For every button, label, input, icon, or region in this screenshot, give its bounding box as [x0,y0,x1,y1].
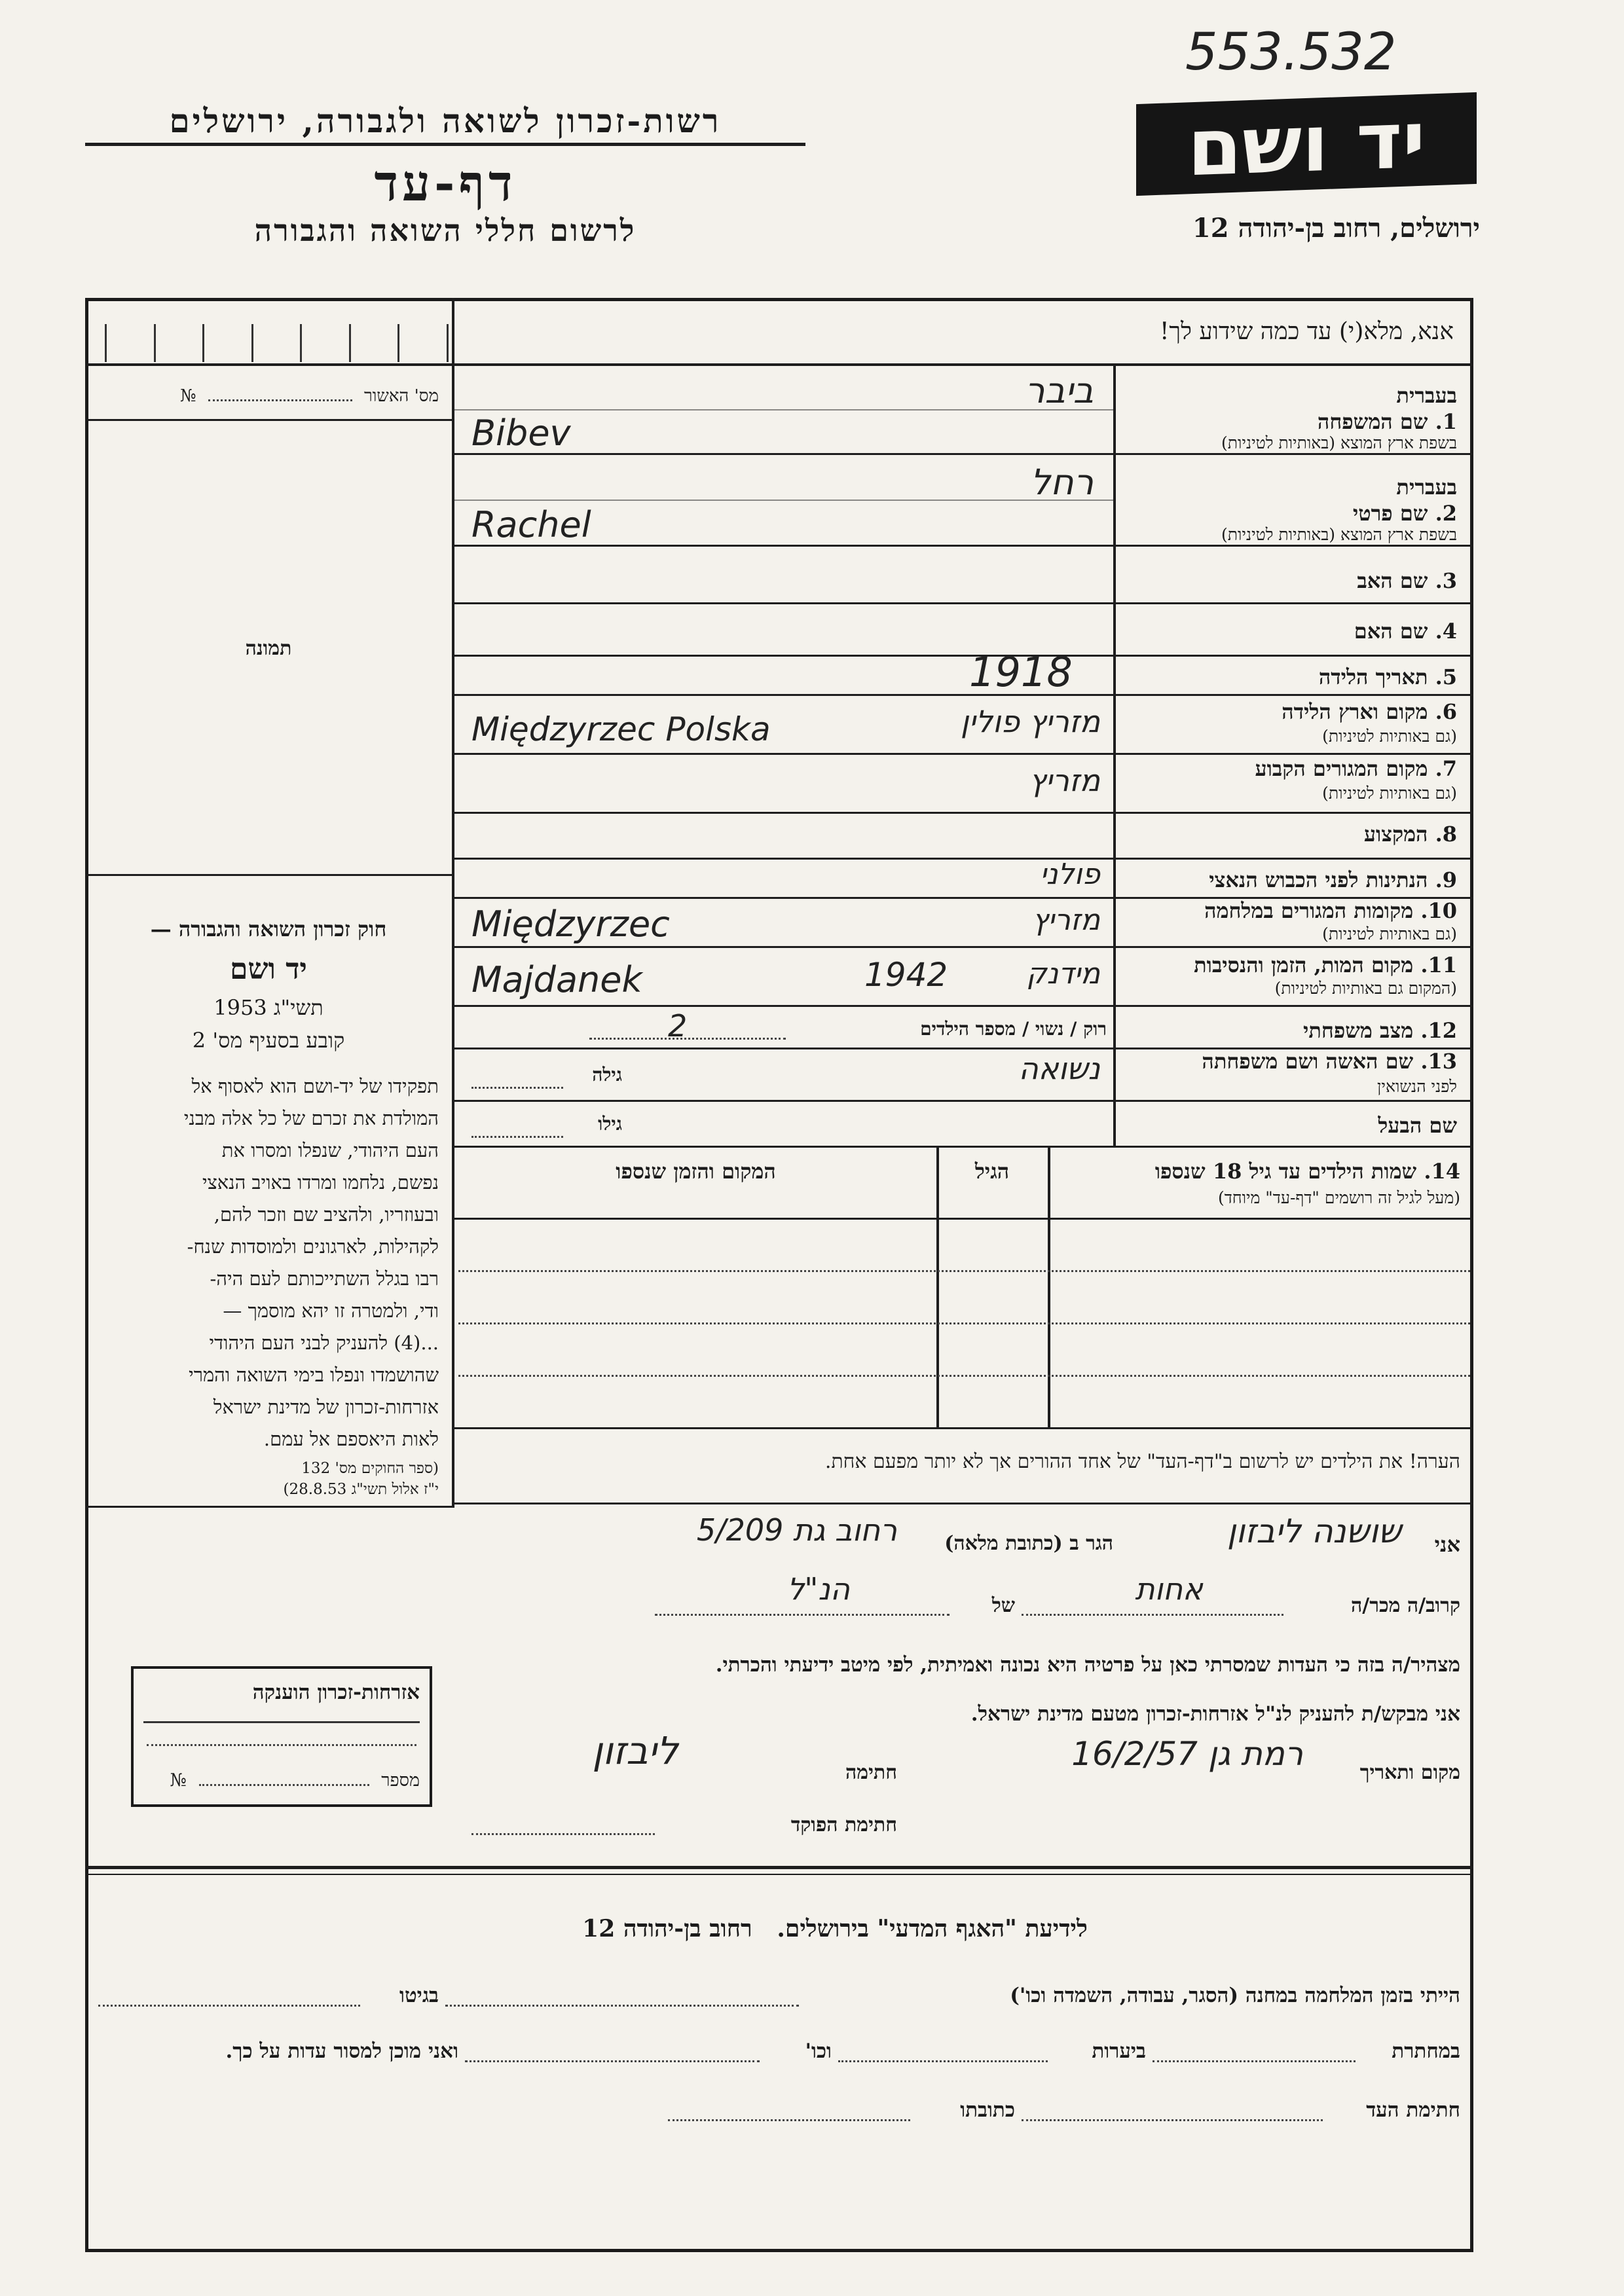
law-line: תפקידו של יד-ושם הוא לאסוף אל [191,1075,439,1097]
field-label: מקום המגורים הקבוע [1255,756,1428,781]
law-line: ודי, ולמטרה זו יהא מוסמך — [223,1300,439,1322]
field-12-label [1123,1018,1457,1043]
ghetto-label: בגיטו [399,1984,439,2007]
law-line: רבו בגלל השתייכותם לעם היה- [210,1267,439,1290]
husband-age-label: גילו [598,1113,622,1135]
header-address: ירושלים, רחוב בן-יהודה 12 [1192,213,1480,244]
signature-value[interactable]: ליבזון [592,1728,678,1773]
field-label: שם המשפחה [1317,409,1428,434]
wife-age-field[interactable] [471,1087,563,1089]
field-label: שמות הילדים עד גיל 18 שנספו [1154,1159,1417,1184]
witness-address-field[interactable] [668,2119,910,2121]
law-line: שהושמדו ונפלו בימי השואה והמרי [189,1364,439,1386]
row-rule [85,1506,454,1508]
law-text [98,1070,439,1455]
law-line: נפשם, נלחמו ומרדו באויב הנאצי [202,1171,439,1194]
field-13-sub: לפני הנשואין [1377,1077,1457,1096]
willing-to-testify: ואני מוכן למסור עדות על כך. [225,2039,458,2063]
children-col-divider [1048,1148,1050,1427]
underground-label: במחתרת [1392,2039,1460,2063]
citizenship-box [131,1666,432,1807]
yad-vashem-logo [1136,92,1477,196]
camp-field[interactable] [445,2005,799,2007]
death-place-latin[interactable]: Majdanek [471,959,642,1000]
law-line: המולדת את זכרם של כל אלה מבני [183,1107,439,1129]
law-line: העם היהודי, שנפלו ומסרו את [221,1139,439,1161]
approval-number-prefix: № [179,386,196,406]
field-label: הנתינות לפני הכבוש הנאצי [1209,867,1428,892]
declarant-label: אני [1434,1532,1460,1557]
row-rule [454,946,1473,948]
war-residence-latin[interactable]: Międzyrzec [471,903,670,945]
field-4-label [1123,619,1457,644]
citizenship-number-label: מספר [381,1770,420,1791]
field-number: 12. [1420,1018,1457,1043]
field-8-label [1123,822,1457,847]
section-rule [85,1874,1473,1875]
field-label: מקום המות, הזמן והנסיבות [1194,953,1414,977]
children-row[interactable] [458,1375,1470,1377]
law-title: חוק זכרון השואה והגבורה — [150,917,387,941]
underground-field[interactable] [1153,2060,1356,2062]
field-label: שם האשה ושם משפחתה [1202,1049,1414,1074]
birth-place-hebrew[interactable]: מזריץ פולין [960,704,1100,739]
children-count-line [589,1038,786,1040]
footer-address: רחוב בן-יהודה 12 [582,1915,752,1942]
field-3-label [1123,568,1457,593]
approval-number-label: מס' האשור [363,386,439,406]
approval-number-field[interactable] [208,399,352,401]
photo-area[interactable] [85,421,452,874]
field-label: מקום וארץ הלידה [1282,699,1428,724]
section-rule [85,1866,1473,1869]
nationality-value[interactable]: פולני [1040,858,1100,891]
field-number: 10. [1420,898,1457,923]
archive-number: 553.532 [1185,23,1397,82]
address-label: הגר ב (כתובת מלאה) [944,1532,1113,1555]
field-6-sub: (גם באותיות לטיניות) [1322,727,1457,746]
husband-name-label: שם הבעל [1378,1113,1457,1138]
first-name-latin[interactable]: Rachel [471,504,591,545]
field-number: 9. [1435,867,1457,892]
citizenship-number [170,1770,420,1791]
mother-name-field[interactable] [465,606,1100,653]
residence-value[interactable]: מזריץ [1029,763,1100,798]
row-rule [85,363,1473,366]
field-label: שם האב [1357,568,1428,593]
citizenship-box-title: אזרחות-זכרון הוענקה [252,1681,420,1704]
wife-age-label: גילה [592,1064,622,1085]
field-label: מצב משפחתי [1303,1018,1414,1043]
form-title: דף-עד [374,154,517,212]
birth-date-value[interactable]: 1918 [969,648,1073,696]
relation-line [1022,1614,1283,1616]
box-line [147,1744,416,1746]
field-2-sub: בשפת ארץ המוצא (באותיות לטיניות) [1221,525,1457,544]
law-line: ...(4) להעניק לבני העם היהודי [209,1332,439,1354]
photo-label: תמונה [245,637,292,660]
law-reference: י"ז אלול תשי"ג 28.8.53) [283,1481,439,1498]
father-name-field[interactable] [465,550,1100,599]
witness-address-label: כתובתו [960,2098,1015,2122]
header-rule [85,143,805,146]
forests-field[interactable] [838,2060,1048,2062]
place-date-label: מקום ותאריך [1359,1761,1460,1784]
field-6-label [1123,699,1457,724]
witness-signature-label: חתימת העד [1366,2098,1460,2122]
field-number: 14. [1424,1159,1460,1184]
field-label: שם פרטי [1352,501,1428,526]
field-10-label [1123,898,1457,923]
footer-camp-label: הייתי בזמן המלחמה במחנה (הסגר, עבודה, השמדה וכו') [1010,1984,1460,2007]
family-name-hebrew[interactable]: ביבר [1025,370,1094,411]
field-number: 4. [1435,619,1457,644]
field-2-in-hebrew: בעברית [1396,475,1457,500]
law-name: יד ושם [230,953,307,986]
column-divider-left [452,298,454,1506]
row-rule [454,602,1473,604]
citizenship-number-field[interactable] [199,1784,369,1786]
relation-of-value[interactable]: הנ"ל [787,1571,850,1607]
field-9-label [1123,867,1457,892]
row-rule [454,1427,1473,1429]
ghetto-field[interactable] [98,2005,360,2007]
field-11-label [1123,953,1457,977]
law-line: לאות היאספם אל עמם. [263,1428,439,1450]
field-label: שם האם [1354,619,1428,644]
place-date-value[interactable]: רמת גן 16/2/57 [1071,1735,1303,1773]
children-count[interactable]: 2 [668,1008,688,1044]
row-rule [454,1503,1473,1504]
footer-title [458,1915,1211,1942]
form-subtitle: לרשום חללי השואה והגבורה [254,213,637,248]
profession-field[interactable] [465,815,1100,856]
citizenship-number-prefix: № [170,1770,187,1791]
law-clause: קובע בסעיף מס' 2 [192,1028,345,1053]
approval-number [105,386,439,406]
law-reference: (ספר החוקים מס' 132 [301,1460,439,1477]
relative-label: קרוב/ה מכר/ה [1351,1594,1460,1617]
field-label: המקצוע [1363,822,1428,847]
row-rule [454,694,1473,696]
field-13-label [1123,1049,1457,1074]
etc-label: וכו' [805,2039,832,2063]
field-7-sub: (גם באותיות לטיניות) [1322,784,1457,803]
field-number: 2. [1435,501,1457,526]
declaration-statement: מצהיר/ה בזה כי העדות שמסרתי כאן על פרטיה היא נכונה ואמיתית, לפי מיטב ידיעתי והכרתי. [715,1653,1460,1677]
children-col-divider [936,1148,939,1427]
children-row[interactable] [458,1270,1470,1272]
row-rule [454,812,1473,814]
field-5-label [1123,665,1457,689]
citizenship-request: אני מבקש/ת להעניק לנ"ל אזרחות-זכרון מטעם מדינת ישראל. [970,1702,1460,1726]
children-label [1058,1159,1460,1184]
field-label: מקומות המגורים במלחמה [1204,898,1414,923]
row-rule [454,655,1473,657]
photo-bottom-rule [85,874,452,876]
children-age-header: הגיל [974,1159,1010,1184]
law-line: לקהילות, לארגונים ולמוסדות שנח- [187,1235,439,1258]
law-year: תשי"ג 1953 [213,995,323,1020]
logo-text: יד ושם [1187,94,1426,194]
declarant-address[interactable]: רחוב גת 5/209 [696,1512,897,1548]
authority-line: רשות-זכרון לשואה ולגבורה, ירושלים [169,101,722,140]
relation-of-line [655,1614,950,1616]
field-number: 3. [1435,568,1457,593]
field-2-label [1123,501,1457,526]
field-1-in-hebrew: בעברית [1396,383,1457,408]
field-number: 8. [1435,822,1457,847]
field-number: 5. [1435,665,1457,689]
box-rule [143,1721,420,1723]
field-label: תאריך הלידה [1318,665,1428,689]
family-name-latin[interactable]: Bibev [471,412,571,454]
war-residence-hebrew[interactable]: מזריץ [1032,903,1100,937]
field-7-label [1123,756,1457,781]
field-number: 1. [1435,409,1457,434]
field-number: 6. [1435,699,1457,724]
field-11-sub: (המקום גם באותיות לטיניות) [1274,979,1457,998]
field-number: 13. [1420,1049,1457,1074]
law-line: אזרחות-זכרון של מדינת ישראל [213,1396,439,1418]
instruction: אנא, מלא(י) עד כמה שידוע לך! [1159,318,1454,345]
signature-label: חתימה [845,1761,897,1784]
first-name-hebrew[interactable]: רחל [1030,462,1094,503]
supervisor-signature-field[interactable] [471,1833,655,1835]
children-row[interactable] [458,1322,1470,1324]
children-note: הערה! את הילדים יש לרשום ב"דף-העד" של אחד ההורים אך לא יותר מפעם אחת. [824,1450,1460,1473]
witness-signature-field[interactable] [1022,2119,1323,2121]
control-ticks [105,324,449,362]
wife-name-value[interactable]: נשואה [1018,1051,1100,1086]
relation-value[interactable]: אחות [1135,1571,1203,1607]
row-rule [454,1100,1473,1102]
husband-name-field[interactable] [629,1105,1100,1143]
field-number: 11. [1420,953,1457,977]
declarant-name[interactable]: שושנה ליבזון [1227,1512,1401,1550]
forests-label: ביערות [1092,2039,1146,2063]
field-number: 7. [1435,756,1457,781]
row-rule [454,753,1473,755]
death-place-hebrew[interactable]: מידנק [1026,957,1100,991]
field-1-sub: בשפת ארץ המוצא (באותיות לטיניות) [1221,433,1457,452]
husband-age-field[interactable] [471,1136,563,1138]
death-year[interactable]: 1942 [864,956,948,994]
row-rule [454,1005,1473,1007]
footer-title-text: לידיעת "האגף המדעי" בירושלים. [777,1915,1088,1942]
table-row-rule [454,1218,1473,1220]
law-line: ובעוזריו, ולהציב שם וזכר להם, [213,1203,439,1226]
etc-field[interactable] [465,2060,760,2062]
marital-options: רוק / נשוי / מספר הילדים [920,1018,1107,1040]
supervisor-signature-label: חתימת הפוקד [790,1813,897,1836]
birth-place-latin[interactable]: Międzyrzec Polska [471,710,771,748]
of-label: של [991,1594,1015,1617]
row-rule [454,1146,1473,1148]
children-sub: (מעל לגיל זה רושמים "דף-עד" מיוחד) [1218,1188,1460,1207]
field-10-sub: (גם באותיות לטיניות) [1322,924,1457,943]
children-place-header: המקום והזמן שנספו [616,1159,776,1184]
field-1-label [1123,409,1457,434]
